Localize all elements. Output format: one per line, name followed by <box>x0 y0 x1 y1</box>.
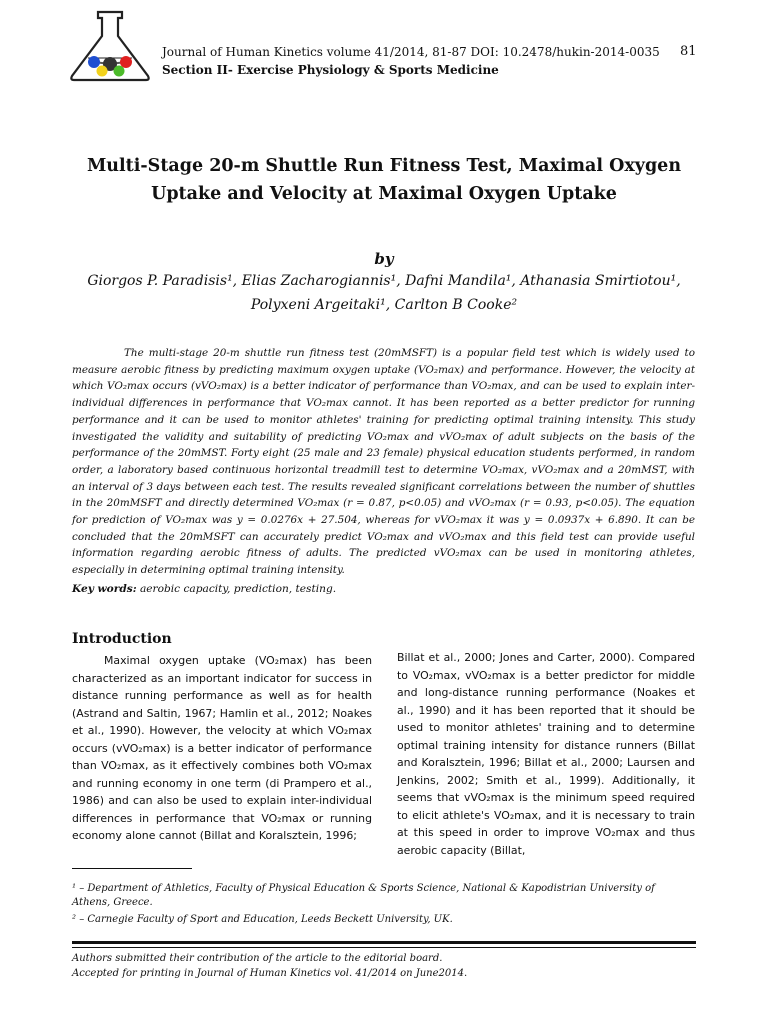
abstract: The multi-stage 20-m shuttle run fitness test (20mMSFT) is a popular field test which is widely used to measure aerobic fitness by predicting maximum oxygen uptake (VO₂max) and performance. However, the velocity at which VO₂max occurs (vVO₂max) is a better indicator of performance than VO₂max, and can be used to explain inter-individual differences in performance that VO₂max cannot. It has been reported as a better predictor for running performance and it can be used to monitor athletes' training for predicting optimal training intensity. This study investigated the validity and suitability of predicting VO₂max and vVO₂max of adult subjects on the basis of the performance of the 20mMST. Forty eight (25 male and 23 female) physical education students performed, in random order, a laboratory based continuous horizontal treadmill test to determine VO₂max, vVO₂max and a 20mMST, with an interval of 3 days between each test. The results revealed significant correlations between the number of shuttles in the 20mMSFT and directly determined VO₂max (r = 0.87, p<0.05) and vVO₂max (r = 0.93, p<0.05). The equation for prediction of VO₂max was y = 0.0276x + 27.504, whereas for vVO₂max it was y = 0.0937x + 6.890. It can be concluded that the 20mMSFT can accurately predict VO₂max and vVO₂max and this field test can provide useful information regarding aerobic fitness of adults. The predicted vVO₂max can be used in monitoring athletes, especially in determining optimal training intensity. <box>72 347 695 577</box>
authors-line-2: Polyxeni Argeitaki¹, Carlton B Cooke² <box>250 297 518 313</box>
footnote-1: ¹ – Department of Athletics, Faculty of Physical Education & Sports Science, National & Kapodistrian University of Athens, Greece. <box>72 883 655 908</box>
bottom-divider-thick <box>72 941 696 944</box>
authors-line-1: Giorgos P. Paradisis¹, Elias Zacharogiannis¹, Dafni Mandila¹, Athanasia Smirtiotou¹, <box>87 273 681 289</box>
journal-citation: Journal of Human Kinetics volume 41/2014, 81-87 DOI: 10.2478/hukin-2014-0035 <box>162 45 660 59</box>
footnote-divider <box>72 868 192 869</box>
flask-molecule-logo-icon <box>68 8 152 82</box>
keywords-label: Key words: <box>72 583 137 595</box>
footnote-2: ² – Carnegie Faculty of Sport and Education, Leeds Beckett University, UK. <box>72 914 453 925</box>
bottom-divider-thin <box>72 947 696 948</box>
introduction-heading: Introduction <box>72 631 172 647</box>
page-number: 81 <box>680 44 697 59</box>
introduction-right-column: Billat et al., 2000; Jones and Carter, 2000). Compared to VO₂max, vVO₂max is a better predictor for middle and long-distance running performance (Noakes et al., 1990) and it has been reported that it should be used to monitor athletes' training and to determine optimal training intensity for distance runners (Billat and Koralsztein, 1996; Billat et al., 2000; Laursen and Jenkins, 2002; Smith et al., 1999). Additionally, it seems that vVO₂max is the minimum speed required to elicit athlete's VO₂max, and it is necessary to train at this speed in order to improve VO₂max and thus aerobic capacity (Billat, <box>397 651 695 857</box>
introduction-left-column: Maximal oxygen uptake (VO₂max) has been characterized as an important indicator for success in distance running performance as well as for health (Astrand and Saltin, 1967; Hamlin et al., 2012; Noakes et al., 1990). However, the velocity at which VO₂max occurs (vVO₂max) is a better indicator of performance than VO₂max, as it effectively combines both VO₂max and running economy in one term (di Prampero et al., 1986) and can also be used to explain inter-individual differences in performance that VO₂max or running economy alone cannot (Billat and Koralsztein, 1996; <box>72 654 372 842</box>
acceptance-note: Accepted for printing in Journal of Human Kinetics vol. 41/2014 on June2014. <box>72 968 468 979</box>
submission-note: Authors submitted their contribution of the article to the editorial board. <box>72 953 443 964</box>
keywords-text: aerobic capacity, prediction, testing. <box>136 583 337 595</box>
byline: by <box>374 250 394 268</box>
section-heading: Section II- Exercise Physiology & Sports Medicine <box>162 63 499 77</box>
article-title: Multi-Stage 20-m Shuttle Run Fitness Test, Maximal Oxygen Uptake and Velocity at Maximal Oxygen Uptake <box>86 156 682 204</box>
keywords <box>72 583 336 595</box>
